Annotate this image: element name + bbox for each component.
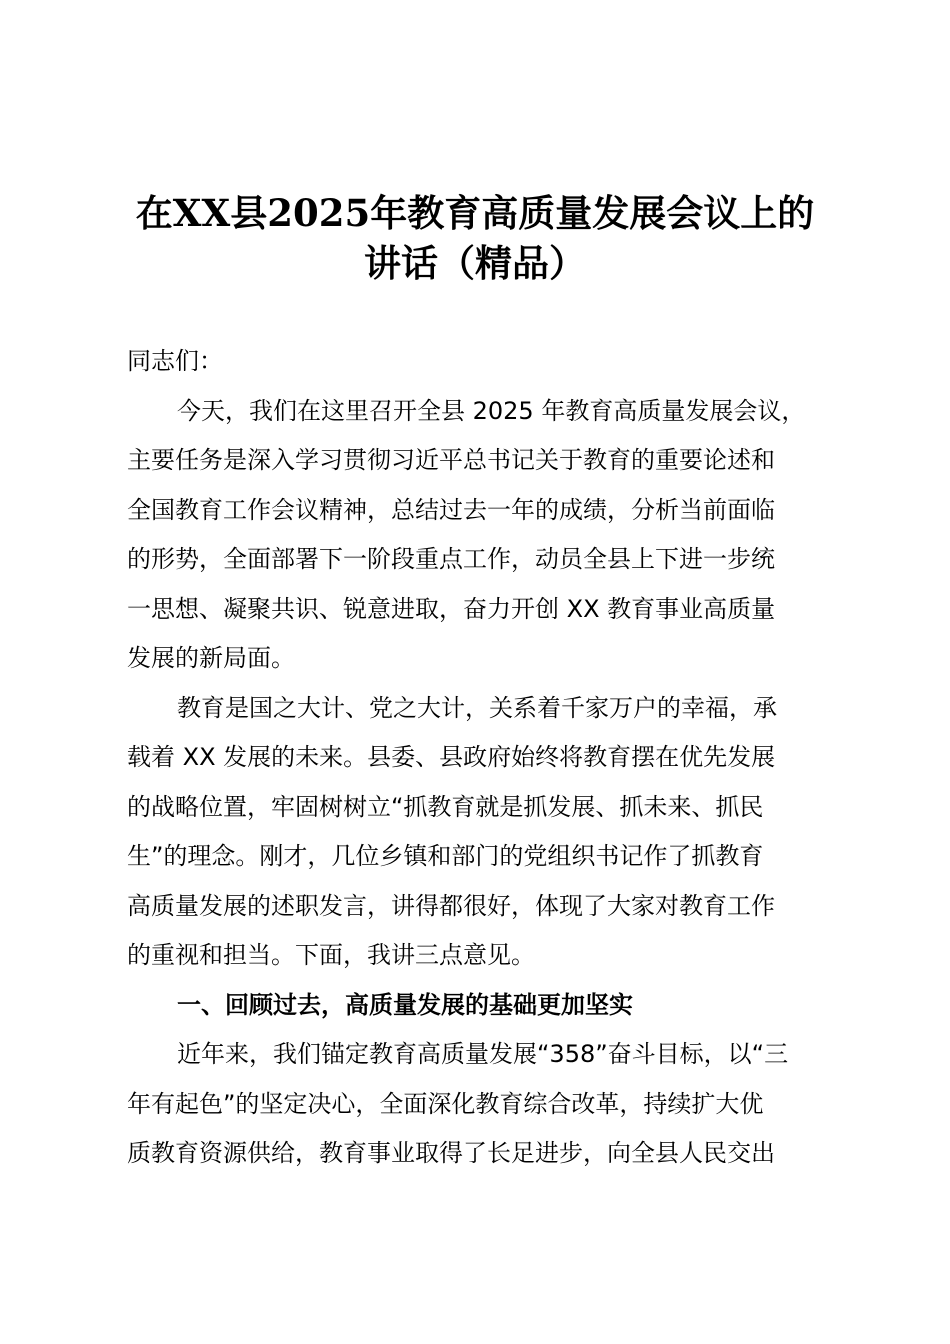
body-line: 的形势，全面部署下一阶段重点工作，动员全县上下进一步统 bbox=[127, 545, 775, 573]
document-body bbox=[127, 337, 847, 1179]
body-line: 近年来，我们锚定教育高质量发展“358”奋斗目标，以“三 bbox=[177, 1040, 789, 1068]
body-line: 全国教育工作会议精神，总结过去一年的成绩，分析当前面临 bbox=[127, 495, 775, 524]
body-line: 生”的理念。刚才，几位乡镇和部门的党组织书记作了抓教育 bbox=[127, 842, 764, 870]
body-line: 载着 XX 发展的未来。县委、县政府始终将教育摆在优先发展 bbox=[127, 743, 776, 771]
body-line: 高质量发展的述职发言，讲得都很好，体现了大家对教育工作 bbox=[127, 891, 775, 920]
document-title-line-1: 在XX县2025年教育高质量发展会议上的 bbox=[135, 191, 815, 235]
body-line: 质教育资源供给，教育事业取得了长足进步，向全县人民交出 bbox=[127, 1139, 775, 1167]
body-line: 今天，我们在这里召开全县 2025 年教育高质量发展会议， bbox=[177, 396, 806, 425]
document-title-line-2: 讲话（精品） bbox=[364, 241, 586, 285]
body-line: 同志们： bbox=[127, 347, 223, 375]
body-line: 的重视和担当。下面，我讲三点意见。 bbox=[127, 941, 535, 969]
section-heading: 一、回顾过去，高质量发展的基础更加坚实 bbox=[177, 990, 633, 1019]
body-line: 的战略位置，牢固树树立“抓教育就是抓发展、抓未来、抓民 bbox=[127, 792, 764, 821]
body-line: 教育是国之大计、党之大计，关系着千家万户的幸福，承 bbox=[177, 693, 777, 722]
body-line: 年有起色”的坚定决心，全面深化教育综合改革，持续扩大优 bbox=[127, 1089, 764, 1118]
body-line: 发展的新局面。 bbox=[127, 644, 295, 672]
body-line: 一思想、凝聚共识、锐意进取，奋力开创 XX 教育事业高质量 bbox=[127, 594, 776, 623]
body-line: 主要任务是深入学习贯彻习近平总书记关于教育的重要论述和 bbox=[127, 446, 775, 474]
